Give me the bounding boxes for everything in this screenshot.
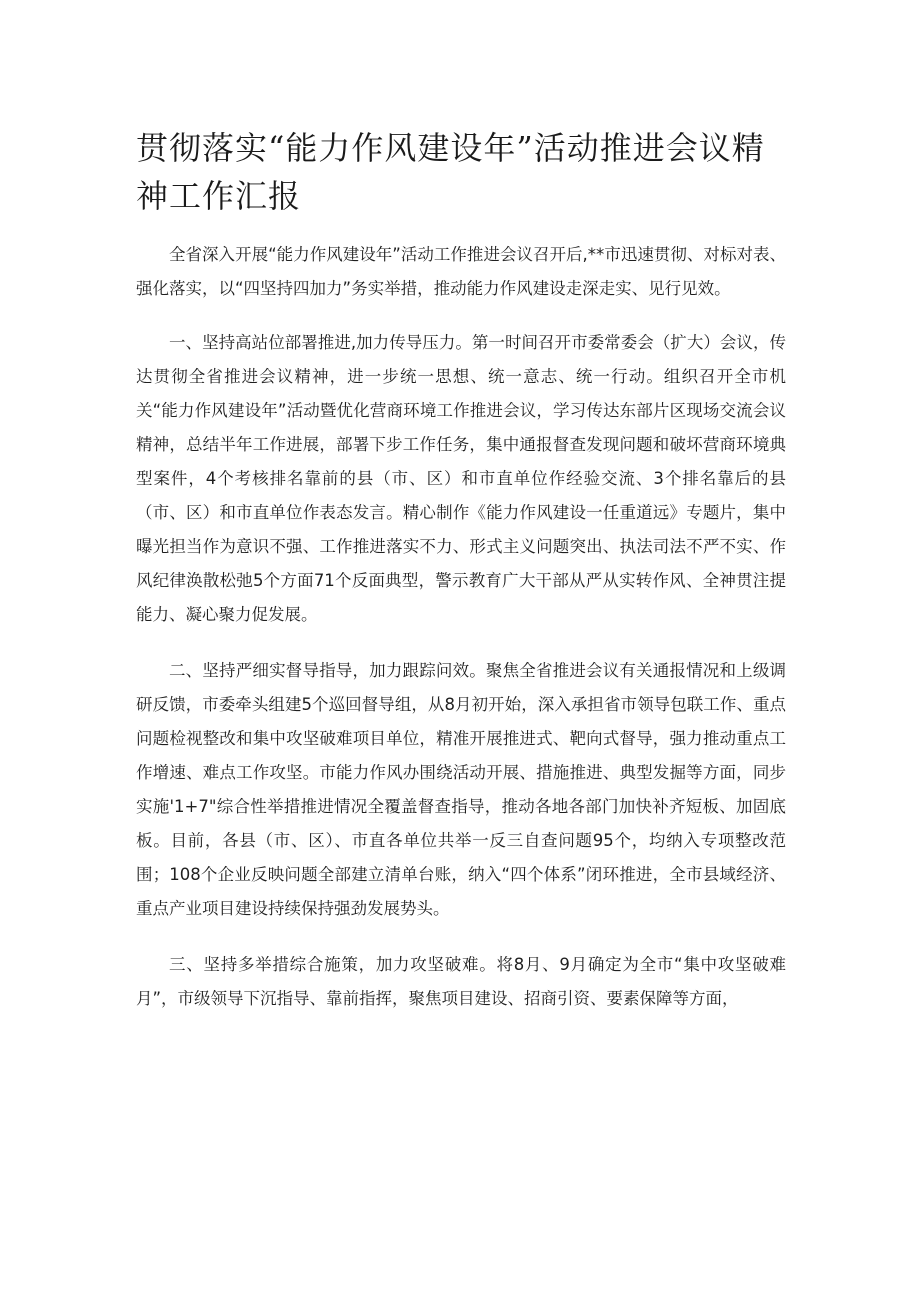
document-body bbox=[136, 238, 786, 1038]
document-title: 贯彻落实“能力作风建设年”活动推进会议精神工作汇报 bbox=[136, 129, 765, 215]
paragraph-section-2: 二、坚持严细实督导指导，加力跟踪问效。聚焦全省推进会议有关通报情况和上级调研反馈，市委牵头组建5个巡回督导组，从8月初开始，深入承担省市领导包联工作、重点问题检视整改和集中攻坚破难项目单位，精准开展推进式、靶向式督导，强力推动重点工作增速、难点工作攻坚。市能力作风办围绕活动开展、措施推进、典型发掘等方面，同步实施'1+7"综合性举措推进情况全覆盖督查指导，推动各地各部门加快补齐短板、加固底板。目前，各县（市、区）、市直各单位共举一反三自查问题95个，均纳入专项整改范围；108个企业反映问题全部建立清单台账，纳入“四个体系”闭环推进，全市县域经济、重点产业项目建设持续保持强劲发展势头。 bbox=[136, 661, 786, 918]
paragraph-section-1: 一、坚持高站位部署推进,加力传导压力。第一时间召开市委常委会（扩大）会议，传达贯彻全省推进会议精神，进一步统一思想、统一意志、统一行动。组织召开全市机关“能力作风建设年”活动暨优化营商环境工作推进会议，学习传达东部片区现场交流会议精神，总结半年工作进展，部署下步工作任务，集中通报督查发现问题和破坏营商环境典型案件，4个考核排名靠前的县（市、区）和市直单位作经验交流、3个排名靠后的县（市、区）和市直单位作表态发言。精心制作《能力作风建设一任重道远》专题片，集中曝光担当作为意识不强、工作推进落实不力、形式主义问题突出、执法司法不严不实、作风纪律涣散松弛5个方面71个反面典型，警示教育广大干部从严从实转作风、全神贯注提能力、凝心聚力促发展。 bbox=[136, 333, 786, 624]
paragraph-section-3: 三、坚持多举措综合施策，加力攻坚破难。将8月、9月确定为全市“集中攻坚破难月”，市级领导下沉指导、靠前指挥，聚焦项目建设、招商引资、要素保障等方面， bbox=[136, 955, 786, 1008]
paragraph-intro: 全省深入开展“能力作风建设年”活动工作推进会议召开后,**市迅速贯彻、对标对表、强化落实，以“四坚持四加力”务实举措，推动能力作风建设走深走实、见行见效。 bbox=[136, 245, 786, 298]
